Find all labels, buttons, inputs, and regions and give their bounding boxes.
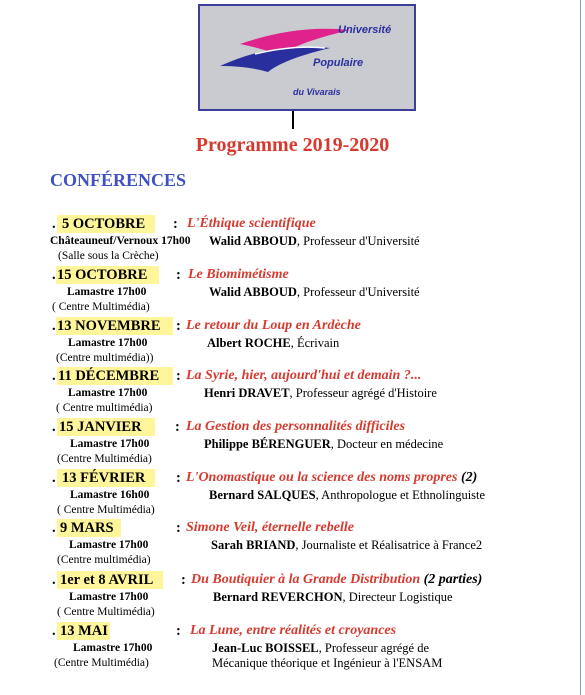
- event-place: Lamastre 17h00: [69, 591, 149, 603]
- event-place: Lamastre 17h00: [68, 337, 148, 349]
- event-date: 13 NOVEMBRE: [57, 318, 161, 334]
- event-date: 9 MARS: [60, 520, 114, 536]
- section-heading: CONFÉRENCES: [50, 170, 187, 190]
- date-colon: :: [176, 470, 181, 486]
- event-item: [0, 571, 585, 623]
- event-topic: Le retour du Loup en Ardèche: [186, 318, 361, 333]
- event-date: 15 JANVIER: [59, 419, 142, 435]
- bullet-dot: .: [52, 216, 56, 232]
- event-item: [0, 469, 585, 521]
- event-date: 13 FÉVRIER: [62, 470, 146, 486]
- event-place: Lamastre 17h00: [68, 387, 148, 399]
- event-date: 15 OCTOBRE: [57, 267, 148, 283]
- event-place: Lamastre 17h00: [69, 539, 149, 551]
- event-venue: (Centre Multimédia): [54, 657, 149, 669]
- bullet-dot: .: [52, 623, 56, 639]
- page-title: Programme 2019-2020: [195, 134, 390, 156]
- event-speaker: Walid ABBOUD, Professeur d'Université: [209, 285, 420, 299]
- date-colon: :: [176, 520, 181, 536]
- event-speaker-role2: Mécanique théorique et Ingénieur à l'ENSAM: [212, 656, 443, 670]
- event-topic: L'Éthique scientifique: [187, 216, 316, 231]
- date-colon: :: [176, 368, 181, 384]
- event-topic: La Syrie, hier, aujourd'hui et demain ?...: [186, 368, 422, 383]
- event-speaker: Albert ROCHE, Écrivain: [207, 336, 340, 350]
- event-venue: ( Centre Multimédia): [57, 504, 155, 516]
- event-venue: (Centre Multimédia): [57, 453, 152, 465]
- event-speaker: Jean-Luc BOISSEL, Professeur agrégé de: [212, 641, 430, 655]
- date-colon: :: [176, 623, 181, 639]
- event-venue: (Centre multimédia): [57, 554, 151, 566]
- date-colon: :: [181, 572, 186, 588]
- event-speaker: Bernard SALQUES, Anthropologue et Ethnolinguiste: [209, 488, 486, 502]
- event-topic: L'Onomastique ou la science des noms propres (2): [186, 470, 478, 485]
- event-topic: Le Biomimétisme: [188, 267, 289, 282]
- event-speaker: Bernard REVERCHON, Directeur Logistique: [213, 590, 453, 604]
- bullet-dot: .: [52, 368, 56, 384]
- event-place: Lamastre 16h00: [70, 489, 150, 501]
- event-place: Lamastre 17h00: [70, 438, 150, 450]
- upv-logo: [198, 4, 416, 111]
- bullet-dot: .: [52, 419, 56, 435]
- event-speaker: Henri DRAVET, Professeur agrégé d'Histoire: [204, 386, 437, 400]
- event-date: 11 DÉCEMBRE: [58, 368, 160, 384]
- bullet-dot: .: [52, 520, 56, 536]
- event-venue: (Centre multimédia)): [56, 352, 154, 364]
- event-item: [0, 519, 585, 571]
- event-venue: ( Centre Multimédia): [52, 301, 150, 313]
- event-venue: (Salle sous la Crèche): [58, 250, 159, 262]
- event-topic: Simone Veil, éternelle rebelle: [186, 520, 354, 535]
- event-speaker: Walid ABBOUD, Professeur d'Université: [209, 234, 420, 248]
- logo-word-populaire: Populaire: [313, 57, 364, 69]
- bullet-dot: .: [52, 572, 56, 588]
- event-date: 1er et 8 AVRIL: [60, 572, 154, 588]
- event-topic: La Gestion des personnalités difficiles: [186, 419, 406, 434]
- event-item: [0, 266, 585, 318]
- event-date: 5 OCTOBRE: [62, 216, 146, 232]
- event-venue: ( Centre multimédia): [56, 402, 153, 414]
- bullet-dot: .: [52, 318, 56, 334]
- event-item: [0, 317, 585, 369]
- event-item: [0, 622, 585, 674]
- date-colon: :: [176, 267, 181, 283]
- event-place: Châteauneuf/Vernoux 17h00: [50, 235, 191, 247]
- event-item: [0, 418, 585, 470]
- event-speaker: Philippe BÉRENGUER, Docteur en médecine: [204, 437, 444, 451]
- event-item: [0, 367, 585, 419]
- date-colon: :: [173, 216, 178, 232]
- logo-word-universite: Université: [338, 24, 392, 36]
- event-topic: Du Boutiquier à la Grande Distribution (2 parties): [191, 572, 483, 587]
- event-venue: ( Centre Multimédia): [57, 606, 155, 618]
- event-date: 13 MAI: [60, 623, 108, 639]
- event-item: [0, 215, 585, 267]
- bullet-dot: .: [52, 470, 56, 486]
- bullet-dot: .: [52, 267, 56, 283]
- date-colon: :: [175, 419, 180, 435]
- event-place: Lamastre 17h00: [67, 286, 147, 298]
- event-speaker: Sarah BRIAND, Journaliste et Réalisatrice à France2: [211, 538, 483, 552]
- logo-stem: [292, 111, 294, 129]
- date-colon: :: [176, 318, 181, 334]
- event-place: Lamastre 17h00: [73, 642, 153, 654]
- event-topic: La Lune, entre réalités et croyances: [190, 623, 397, 638]
- logo-word-vivarais: du Vivarais: [293, 87, 341, 97]
